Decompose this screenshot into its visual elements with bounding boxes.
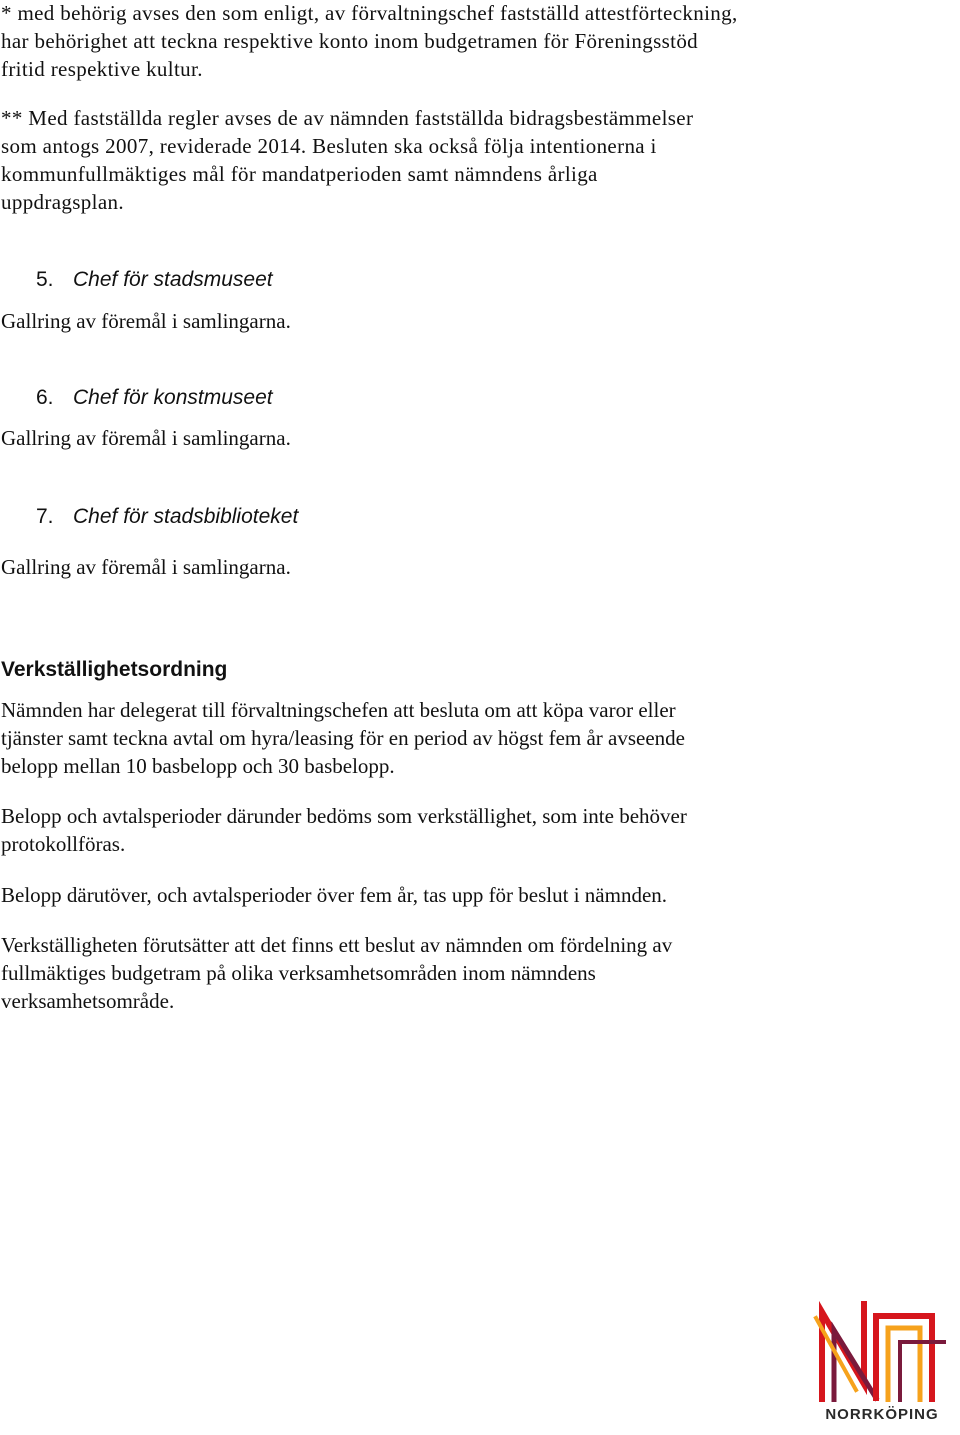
- paragraph-line: Belopp därutöver, och avtalsperioder över fem år, tas upp för beslut i nämnden.: [1, 883, 668, 907]
- delegation-item-heading: [36, 266, 273, 294]
- logo-wordmark: NORRKÖPING: [825, 1406, 939, 1423]
- item-title: Chef för stadsmuseet: [73, 268, 273, 291]
- footnote-single-star-line-2: har behörighet att teckna respektive konto inom budgetramen för Föreningsstöd: [1, 29, 699, 53]
- paragraph-line: tjänster samt teckna avtal om hyra/leasing för en period av högst fem år avseende: [1, 726, 685, 750]
- paragraph-line: Belopp och avtalsperioder därunder bedöms som verkställighet, som inte behöver: [1, 804, 687, 828]
- paragraph-line: Nämnden har delegerat till förvaltningschefen att besluta om att köpa varor eller: [1, 698, 676, 722]
- item-number: 5.: [36, 268, 54, 291]
- item-title: Chef för stadsbiblioteket: [73, 505, 299, 528]
- footnote-single-star-line-3: fritid respektive kultur.: [1, 57, 203, 81]
- paragraph-line: Verkställigheten förutsätter att det finns ett beslut av nämnden om fördelning av: [1, 933, 673, 957]
- footnote-double-star-line-1: ** Med fastställda regler avses de av nämnden fastställda bidragsbestämmelser: [1, 106, 694, 130]
- delegation-item-heading: [36, 384, 273, 412]
- item-number: 6.: [36, 386, 54, 409]
- footnote-double-star-line-2: som antogs 2007, reviderade 2014. Besluten ska också följa intentionerna i: [1, 134, 657, 158]
- delegation-item-text: Gallring av föremål i samlingarna.: [1, 426, 291, 450]
- paragraph-line: fullmäktiges budgetram på olika verksamhetsområden inom nämndens: [1, 961, 596, 985]
- section-title: Verkställighetsordning: [1, 658, 228, 681]
- item-number: 7.: [36, 505, 54, 528]
- paragraph-line: belopp mellan 10 basbelopp och 30 basbelopp.: [1, 754, 395, 778]
- norrkoping-logo: [812, 1298, 952, 1432]
- paragraph-line: protokollföras.: [1, 832, 126, 856]
- delegation-item-heading: [36, 503, 298, 531]
- footnote-double-star-line-3: kommunfullmäktiges mål för mandatperioden samt nämndens årliga: [1, 162, 598, 186]
- norrkoping-emblem-icon: [812, 1298, 952, 1402]
- footnote-double-star-line-4: uppdragsplan.: [1, 190, 124, 214]
- footnote-single-star-line-1: * med behörig avses den som enligt, av förvaltningschef fastställd attestförteckning,: [1, 1, 738, 25]
- paragraph-line: verksamhetsområde.: [1, 989, 175, 1013]
- delegation-item-text: Gallring av föremål i samlingarna.: [1, 555, 291, 579]
- delegation-item-text: Gallring av föremål i samlingarna.: [1, 309, 291, 333]
- item-title: Chef för konstmuseet: [73, 386, 273, 409]
